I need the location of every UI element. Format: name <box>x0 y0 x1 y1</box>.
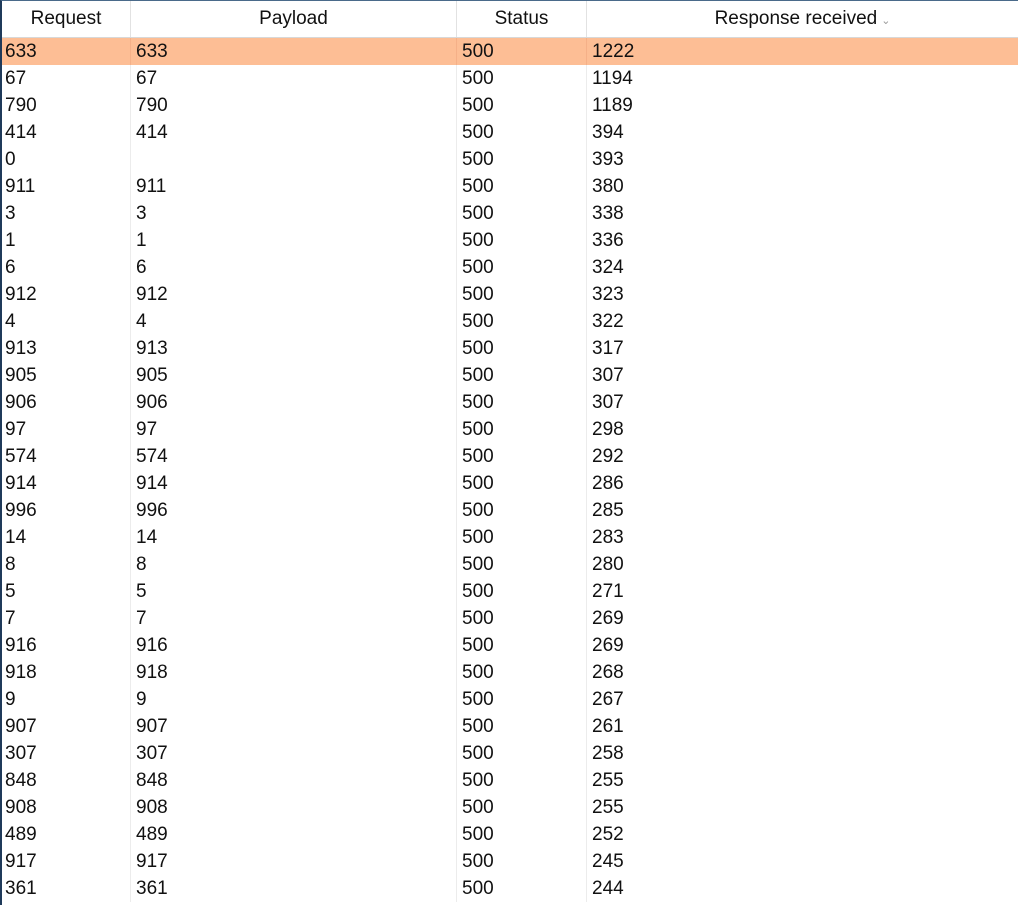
cell-response-received: 1222 <box>592 41 635 62</box>
cell-payload: 912 <box>131 281 457 308</box>
cell-status: 500 <box>457 470 587 497</box>
cell-request: 5 <box>2 578 131 605</box>
cell-request: 633 <box>2 38 131 65</box>
cell-status: 500 <box>457 767 587 794</box>
cell-payload: 633 <box>131 38 457 65</box>
cell-response-received: 317 <box>592 338 624 359</box>
column-header-status[interactable] <box>457 1 587 37</box>
cell-status: 500 <box>457 740 587 767</box>
cell-request: 1 <box>2 227 131 254</box>
cell-response-received: 338 <box>592 203 624 224</box>
cell-response-received: 307 <box>592 365 624 386</box>
table-row[interactable] <box>2 659 1018 686</box>
cell-payload: 913 <box>131 335 457 362</box>
cell-request: 918 <box>2 659 131 686</box>
cell-payload: 790 <box>131 92 457 119</box>
cell-payload: 4 <box>131 308 457 335</box>
cell-payload: 917 <box>131 848 457 875</box>
cell-payload: 8 <box>131 551 457 578</box>
cell-status: 500 <box>457 254 587 281</box>
table-row[interactable] <box>2 551 1018 578</box>
cell-status: 500 <box>457 173 587 200</box>
table-row[interactable] <box>2 173 1018 200</box>
table-row[interactable] <box>2 497 1018 524</box>
table-row[interactable] <box>2 92 1018 119</box>
table-row[interactable] <box>2 794 1018 821</box>
cell-status: 500 <box>457 362 587 389</box>
cell-request: 0 <box>2 146 131 173</box>
cell-status: 500 <box>457 551 587 578</box>
cell-payload: 14 <box>131 524 457 551</box>
cell-request: 3 <box>2 200 131 227</box>
cell-status: 500 <box>457 524 587 551</box>
cell-response-received: 336 <box>592 230 624 251</box>
table-row[interactable] <box>2 767 1018 794</box>
cell-response-received: 245 <box>592 851 624 872</box>
cell-response-received: 286 <box>592 473 624 494</box>
cell-response-received: 285 <box>592 500 624 521</box>
column-header-label: Request <box>30 8 102 29</box>
column-header-label: Status <box>494 8 549 29</box>
table-row[interactable] <box>2 686 1018 713</box>
cell-response-received: 292 <box>592 446 624 467</box>
cell-payload: 9 <box>131 686 457 713</box>
cell-status: 500 <box>457 389 587 416</box>
table-row[interactable] <box>2 38 1018 65</box>
table-row[interactable] <box>2 605 1018 632</box>
table-row[interactable] <box>2 713 1018 740</box>
cell-payload: 414 <box>131 119 457 146</box>
cell-request: 790 <box>2 92 131 119</box>
cell-status: 500 <box>457 659 587 686</box>
cell-request: 913 <box>2 335 131 362</box>
cell-request: 7 <box>2 605 131 632</box>
cell-response-received: 393 <box>592 149 624 170</box>
cell-response-received: 261 <box>592 716 624 737</box>
cell-response-received: 280 <box>592 554 624 575</box>
table-row[interactable] <box>2 254 1018 281</box>
cell-status: 500 <box>457 308 587 335</box>
cell-status: 500 <box>457 443 587 470</box>
column-header-label: Payload <box>259 8 328 29</box>
table-row[interactable] <box>2 65 1018 92</box>
cell-payload: 5 <box>131 578 457 605</box>
cell-status: 500 <box>457 416 587 443</box>
cell-response-received: 255 <box>592 770 624 791</box>
table-row[interactable] <box>2 416 1018 443</box>
cell-status: 500 <box>457 875 587 902</box>
cell-payload: 97 <box>131 416 457 443</box>
table-row[interactable] <box>2 821 1018 848</box>
cell-response-received: 269 <box>592 608 624 629</box>
cell-response-received: 268 <box>592 662 624 683</box>
cell-payload: 307 <box>131 740 457 767</box>
table-row[interactable] <box>2 740 1018 767</box>
cell-request: 14 <box>2 524 131 551</box>
cell-response-received: 283 <box>592 527 624 548</box>
cell-status: 500 <box>457 65 587 92</box>
cell-payload: 361 <box>131 875 457 902</box>
cell-status: 500 <box>457 794 587 821</box>
column-header-payload[interactable] <box>131 1 457 37</box>
cell-payload: 908 <box>131 794 457 821</box>
cell-request: 912 <box>2 281 131 308</box>
table-row[interactable] <box>2 848 1018 875</box>
cell-status: 500 <box>457 497 587 524</box>
cell-payload <box>131 146 457 173</box>
cell-request: 97 <box>2 416 131 443</box>
cell-payload: 907 <box>131 713 457 740</box>
cell-request: 489 <box>2 821 131 848</box>
cell-status: 500 <box>457 632 587 659</box>
cell-response-received: 380 <box>592 176 624 197</box>
cell-payload: 3 <box>131 200 457 227</box>
cell-status: 500 <box>457 578 587 605</box>
cell-response-received: 269 <box>592 635 624 656</box>
cell-status: 500 <box>457 227 587 254</box>
cell-status: 500 <box>457 92 587 119</box>
table-row[interactable] <box>2 200 1018 227</box>
cell-status: 500 <box>457 146 587 173</box>
cell-response-received: 244 <box>592 878 624 899</box>
table-row[interactable] <box>2 308 1018 335</box>
cell-response-received: 1189 <box>592 95 633 116</box>
cell-request: 4 <box>2 308 131 335</box>
cell-response-received: 267 <box>592 689 624 710</box>
column-header-response-received[interactable] <box>587 1 1018 37</box>
table-row[interactable] <box>2 632 1018 659</box>
cell-payload: 905 <box>131 362 457 389</box>
table-row[interactable] <box>2 443 1018 470</box>
cell-payload: 6 <box>131 254 457 281</box>
table-body <box>2 38 1018 902</box>
cell-status: 500 <box>457 119 587 146</box>
cell-request: 908 <box>2 794 131 821</box>
column-header-request[interactable] <box>2 1 131 37</box>
cell-payload: 916 <box>131 632 457 659</box>
cell-response-received: 258 <box>592 743 624 764</box>
table-row[interactable] <box>2 335 1018 362</box>
cell-response-received: 307 <box>592 392 624 413</box>
cell-payload: 574 <box>131 443 457 470</box>
cell-payload: 7 <box>131 605 457 632</box>
table-row[interactable] <box>2 362 1018 389</box>
cell-status: 500 <box>457 335 587 362</box>
cell-status: 500 <box>457 38 587 65</box>
cell-status: 500 <box>457 605 587 632</box>
cell-payload: 911 <box>131 173 457 200</box>
table-row[interactable] <box>2 146 1018 173</box>
table-row[interactable] <box>2 470 1018 497</box>
cell-response-received: 255 <box>592 797 624 818</box>
cell-status: 500 <box>457 713 587 740</box>
cell-payload: 67 <box>131 65 457 92</box>
table-header <box>2 1 1018 38</box>
cell-request: 574 <box>2 443 131 470</box>
cell-payload: 848 <box>131 767 457 794</box>
column-header-label: Response received <box>714 8 878 29</box>
cell-response-received: 394 <box>592 122 624 143</box>
cell-request: 848 <box>2 767 131 794</box>
cell-status: 500 <box>457 200 587 227</box>
cell-payload: 914 <box>131 470 457 497</box>
cell-request: 307 <box>2 740 131 767</box>
table-row[interactable] <box>2 281 1018 308</box>
cell-status: 500 <box>457 848 587 875</box>
cell-response-received: 324 <box>592 257 624 278</box>
cell-request: 361 <box>2 875 131 902</box>
cell-status: 500 <box>457 686 587 713</box>
cell-status: 500 <box>457 821 587 848</box>
table-row[interactable] <box>2 875 1018 902</box>
table-row[interactable] <box>2 578 1018 605</box>
cell-request: 996 <box>2 497 131 524</box>
cell-request: 67 <box>2 65 131 92</box>
cell-response-received: 322 <box>592 311 624 332</box>
cell-request: 906 <box>2 389 131 416</box>
cell-request: 905 <box>2 362 131 389</box>
cell-response-received: 252 <box>592 824 624 845</box>
cell-request: 914 <box>2 470 131 497</box>
cell-request: 907 <box>2 713 131 740</box>
cell-request: 916 <box>2 632 131 659</box>
cell-response-received: 323 <box>592 284 624 305</box>
table-row[interactable] <box>2 119 1018 146</box>
cell-response-received: 271 <box>592 581 624 602</box>
sort-descending-icon: ⌄ <box>881 14 891 27</box>
cell-request: 9 <box>2 686 131 713</box>
cell-payload: 906 <box>131 389 457 416</box>
cell-payload: 489 <box>131 821 457 848</box>
cell-status: 500 <box>457 281 587 308</box>
cell-request: 911 <box>2 173 131 200</box>
cell-response-received: 1194 <box>592 68 633 89</box>
table-row[interactable] <box>2 389 1018 416</box>
cell-request: 917 <box>2 848 131 875</box>
cell-payload: 918 <box>131 659 457 686</box>
cell-payload: 996 <box>131 497 457 524</box>
cell-request: 8 <box>2 551 131 578</box>
cell-payload: 1 <box>131 227 457 254</box>
cell-response-received: 298 <box>592 419 624 440</box>
table-row[interactable] <box>2 227 1018 254</box>
cell-request: 414 <box>2 119 131 146</box>
table-row[interactable] <box>2 524 1018 551</box>
cell-request: 6 <box>2 254 131 281</box>
